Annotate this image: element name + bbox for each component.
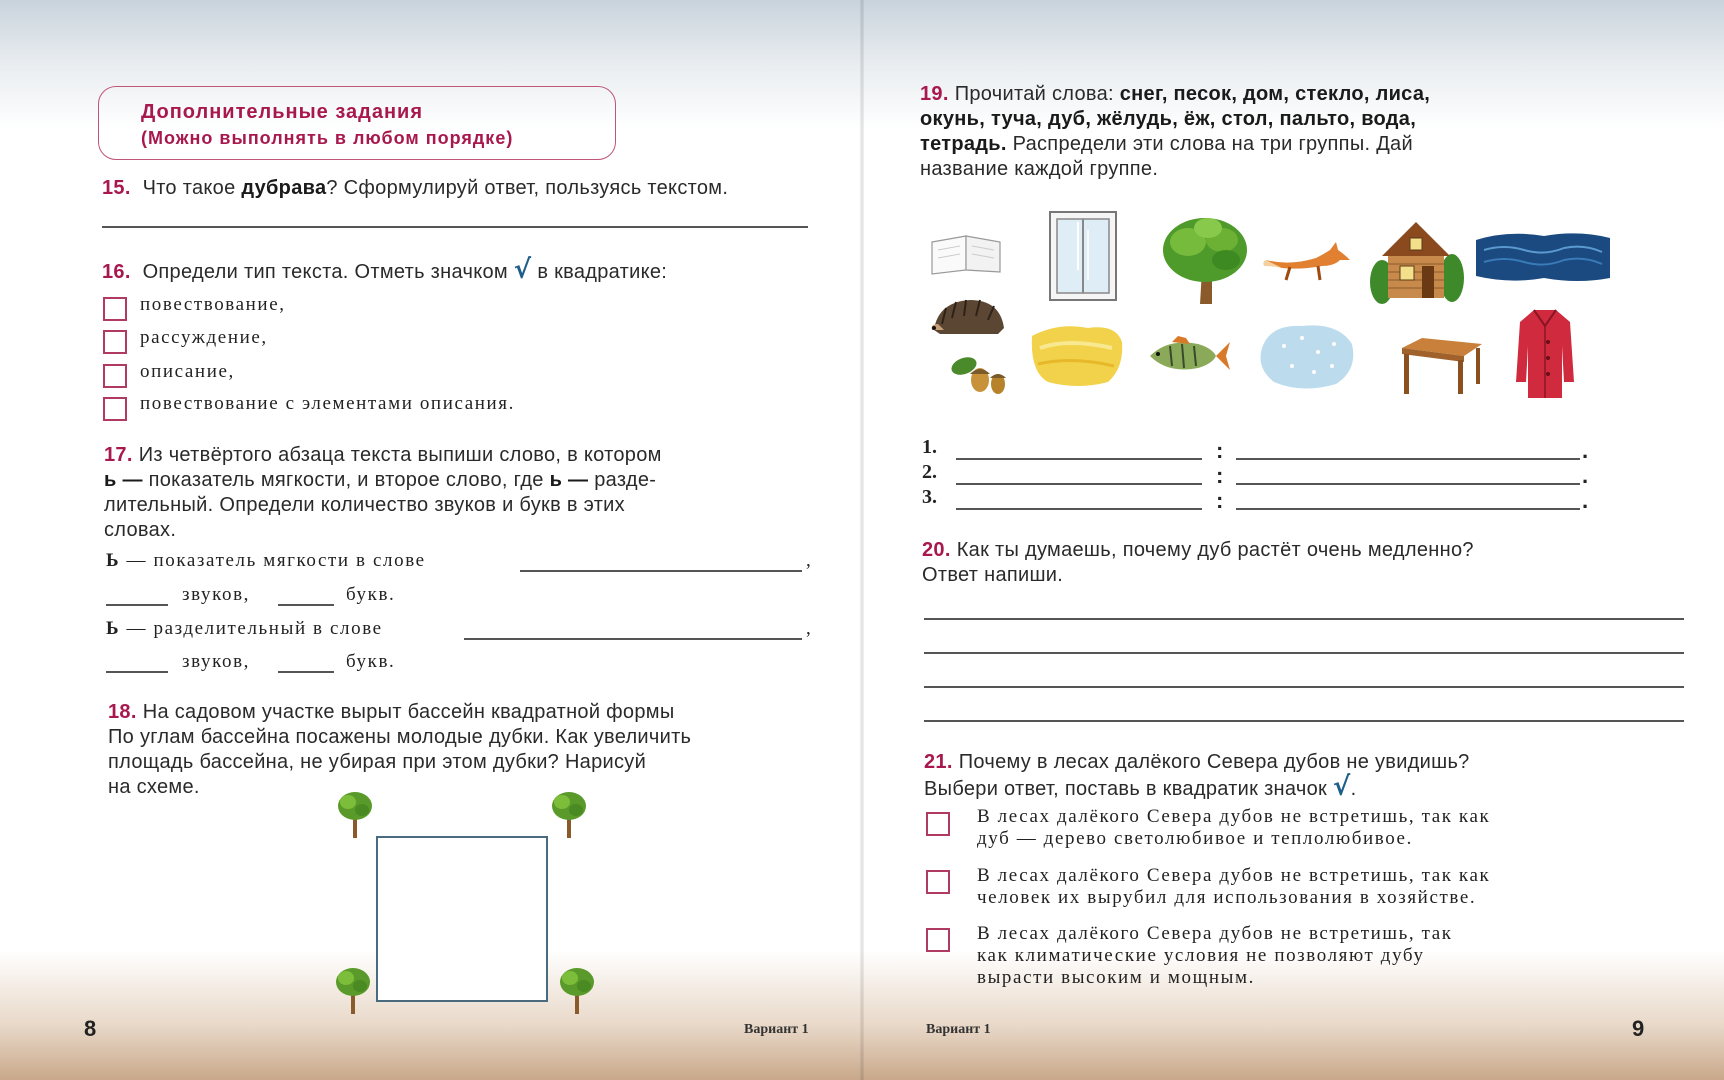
fill-row-1: [106, 550, 426, 572]
footer-variant: Вариант 1: [926, 1022, 991, 1037]
task-21: [924, 750, 1690, 802]
oak-sapling-icon: [556, 966, 598, 1016]
task-15-text-end: ? Сформулируй ответ, пользуясь текстом.: [326, 177, 729, 199]
task-15: [102, 176, 822, 201]
coat-icon: [1512, 306, 1578, 402]
hedgehog-icon: [928, 294, 1010, 342]
answer-option-line: В лесах далёкого Севера дубов не встретишь, так: [977, 923, 1453, 944]
oak-sapling-icon: [334, 790, 376, 840]
soft-sign: Ь: [106, 618, 121, 639]
option-label: рассуждение,: [140, 327, 268, 348]
answer-option-line: дуб — дерево светолюбивое и теплолюбивое.: [977, 828, 1413, 849]
task-15-keyword: дубрава: [241, 177, 327, 199]
checkbox-answer-1[interactable]: [926, 812, 950, 836]
oak-sapling-icon: [332, 966, 374, 1016]
sounds-count-line[interactable]: [106, 671, 168, 673]
answer-option-3: [977, 923, 1687, 989]
group-words-line[interactable]: [1236, 508, 1580, 510]
answer-option-1: [977, 806, 1687, 850]
soft-sign: ь —: [104, 469, 143, 491]
fill-row-2: [106, 618, 383, 640]
group-row-number: 2.: [922, 461, 937, 483]
task-20-text: Как ты думаешь, почему дуб растёт очень медленно?: [956, 539, 1474, 561]
task-18: [108, 700, 814, 800]
colon: :: [1216, 488, 1224, 513]
letters-count-line[interactable]: [278, 604, 334, 606]
task-19-words: тетрадь.: [920, 133, 1007, 155]
task-19-words: окунь, туча, дуб, жёлудь, ёж, стол, пальто, вода,: [920, 108, 1417, 130]
task-16-text-end: в квадратике:: [537, 261, 668, 283]
task-19-text: Распредели эти слова на три группы. Дай: [1012, 133, 1413, 155]
task-16: [102, 255, 822, 285]
task-19: [920, 82, 1682, 182]
checkbox-answer-2[interactable]: [926, 870, 950, 894]
checkbox-option-4[interactable]: [103, 397, 127, 421]
water-icon: [1474, 226, 1612, 286]
task-18-line: площадь бассейна, не убирая при этом дубки? Нарисуй: [108, 751, 647, 773]
option-label: повествование с элементами описания.: [140, 393, 515, 414]
checkbox-option-1[interactable]: [103, 297, 127, 321]
additional-tasks-header: [98, 86, 616, 160]
task-18-line: на схеме.: [108, 776, 200, 798]
answer-line[interactable]: [520, 570, 802, 572]
sounds-count-line[interactable]: [106, 604, 168, 606]
period: .: [1582, 488, 1589, 513]
house-icon: [1368, 212, 1464, 306]
task-number: 19.: [920, 83, 949, 105]
task-17-line: лительный. Определи количество звуков и букв в этих: [104, 494, 625, 516]
acorn-icon: [948, 350, 1008, 398]
group-words-line[interactable]: [1236, 458, 1580, 460]
answer-option-line: В лесах далёкого Севера дубов не встретишь, так как: [977, 806, 1491, 827]
fill-label: — разделительный в слове: [126, 618, 383, 639]
option-label: повествование,: [140, 294, 286, 315]
checkbox-option-3[interactable]: [103, 364, 127, 388]
page-number: 9: [1632, 1016, 1645, 1041]
snow-icon: [1256, 318, 1358, 392]
answer-option-2: [977, 865, 1687, 909]
task-19-words: снег, песок, дом, стекло, лиса,: [1119, 83, 1431, 105]
group-name-line[interactable]: [956, 458, 1202, 460]
task-20-text: Ответ напиши.: [922, 564, 1064, 586]
task-number: 17.: [104, 444, 133, 466]
group-name-line[interactable]: [956, 483, 1202, 485]
comma: ,: [806, 618, 813, 639]
sounds-label: звуков,: [182, 584, 251, 605]
task-number: 16.: [102, 261, 131, 283]
period: .: [1582, 438, 1589, 463]
task-17-line: показатель мягкости, и второе слово, где: [148, 469, 544, 491]
period: .: [1582, 463, 1589, 488]
task-19-text: Прочитай слова:: [954, 83, 1114, 105]
soft-sign: Ь: [106, 550, 121, 571]
group-name-line[interactable]: [956, 508, 1202, 510]
header-subtitle: (Можно выполнять в любом порядке): [141, 128, 514, 148]
checkbox-option-2[interactable]: [103, 330, 127, 354]
task-number: 15.: [102, 177, 131, 199]
table-icon: [1396, 334, 1486, 396]
answer-line[interactable]: [924, 686, 1684, 688]
colon: :: [1216, 438, 1224, 463]
period: .: [1350, 778, 1357, 800]
soft-sign: ь —: [549, 469, 589, 491]
group-row-number: 1.: [922, 436, 937, 458]
task-number: 18.: [108, 701, 137, 723]
option-label: описание,: [140, 361, 235, 382]
comma: ,: [806, 550, 813, 571]
task-18-line: На садовом участке вырыт бассейн квадратной формы: [142, 701, 675, 723]
header-title: Дополнительные задания: [141, 101, 424, 123]
sounds-label: звуков,: [182, 651, 251, 672]
fill-label: — показатель мягкости в слове: [126, 550, 426, 571]
task-number: 20.: [922, 539, 951, 561]
pool-square[interactable]: [376, 836, 548, 1002]
right-page: [862, 0, 1724, 1080]
window-glass-icon: [1048, 210, 1118, 302]
answer-line[interactable]: [464, 638, 802, 640]
group-row-number: 3.: [922, 486, 937, 508]
perch-fish-icon: [1146, 334, 1232, 376]
task-20: [922, 538, 1688, 588]
check-mark-icon: √: [513, 255, 532, 285]
task-15-text: Что такое: [142, 177, 236, 199]
footer-variant: Вариант 1: [744, 1022, 809, 1037]
answer-option-line: В лесах далёкого Севера дубов не встретишь, так как: [977, 865, 1491, 886]
answer-line[interactable]: [102, 226, 808, 228]
notebook-icon: [928, 228, 1004, 276]
task-17: [104, 443, 814, 543]
fox-icon: [1260, 236, 1356, 282]
task-16-text: Определи тип текста. Отметь значком: [142, 261, 508, 283]
answer-line[interactable]: [924, 652, 1684, 654]
task-17-line: разде-: [594, 469, 657, 491]
answer-line[interactable]: [924, 720, 1684, 722]
task-17-line: словах.: [104, 519, 177, 541]
letters-label: букв.: [346, 651, 396, 672]
sand-icon: [1028, 318, 1124, 390]
colon: :: [1216, 463, 1224, 488]
group-words-line[interactable]: [1236, 483, 1580, 485]
checkbox-answer-3[interactable]: [926, 928, 950, 952]
answer-option-line: вырасти высоким и мощным.: [977, 967, 1255, 988]
check-mark-icon: √: [1332, 772, 1351, 802]
task-21-text: Почему в лесах далёкого Севера дубов не увидишь?: [958, 751, 1470, 773]
page-number: 8: [84, 1016, 97, 1041]
oak-tree-icon: [1156, 214, 1254, 306]
task-19-text: название каждой группе.: [920, 158, 1159, 180]
oak-sapling-icon: [548, 790, 590, 840]
answer-option-line: человек их вырубил для использования в хозяйстве.: [977, 887, 1477, 908]
letters-label: букв.: [346, 584, 396, 605]
task-number: 21.: [924, 751, 953, 773]
task-17-line: Из четвёртого абзаца текста выпиши слово, в котором: [138, 444, 662, 466]
task-18-line: По углам бассейна посажены молодые дубки. Как увеличить: [108, 726, 692, 748]
answer-option-line: как климатические условия не позволяют дубу: [977, 945, 1425, 966]
task-21-text: Выбери ответ, поставь в квадратик значок: [924, 778, 1328, 800]
answer-line[interactable]: [924, 618, 1684, 620]
letters-count-line[interactable]: [278, 671, 334, 673]
